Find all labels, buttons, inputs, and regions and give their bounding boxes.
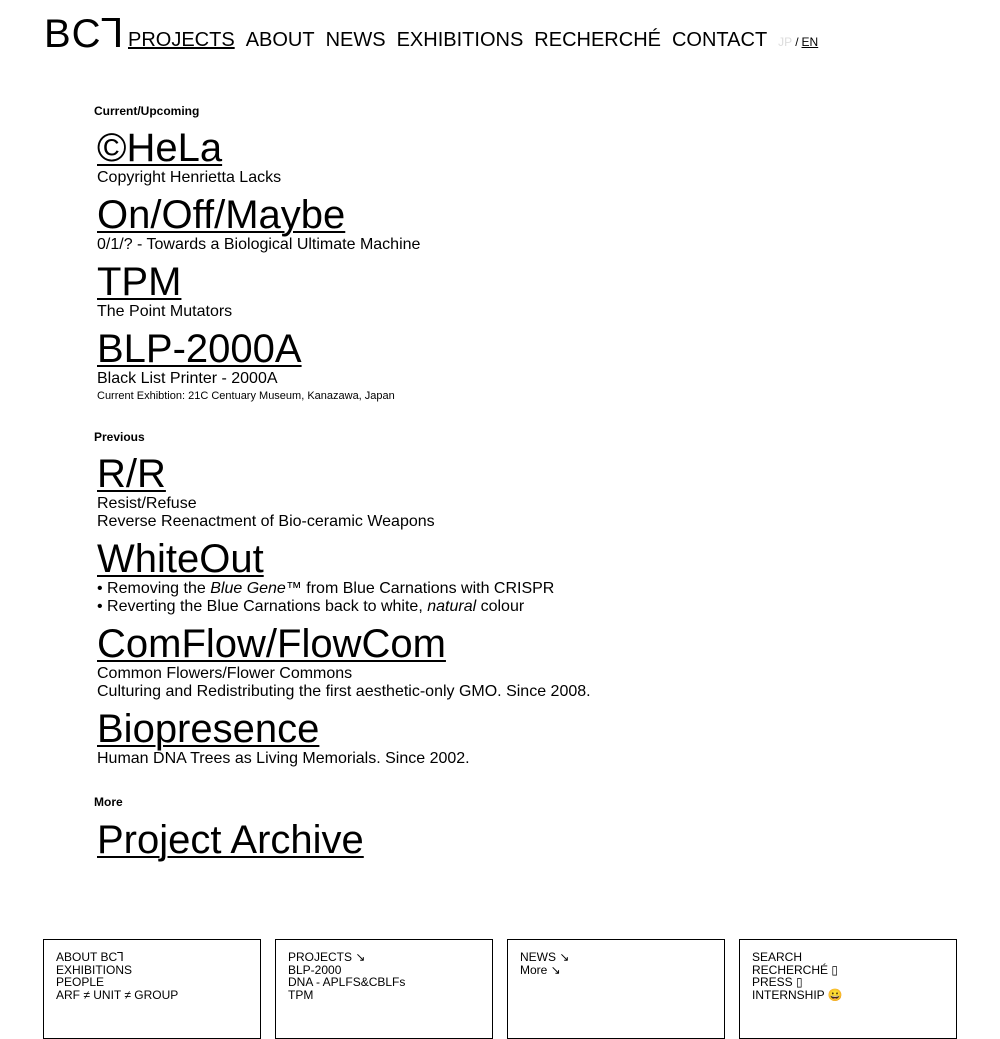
project-item-archive — [97, 819, 954, 861]
bullet-text: • Removing the — [97, 580, 211, 597]
main-nav — [128, 28, 818, 54]
footer-link-exhibitions[interactable]: EXHIBITIONS — [56, 962, 133, 977]
footer-link-tpm[interactable]: TPM — [288, 987, 314, 1002]
project-subtitle: Resist/Refuse — [97, 495, 197, 512]
footer-link-search[interactable]: SEARCH — [752, 950, 803, 964]
project-subtitle: Black List Printer - 2000A — [97, 370, 278, 387]
footer-link-about[interactable]: ABOUT BC⅂ — [56, 950, 124, 964]
footer-link-internship[interactable]: INTERNSHIP 😀 — [752, 987, 843, 1002]
footer-link-projects[interactable]: PROJECTS ↘ — [288, 950, 366, 964]
language-switcher — [778, 30, 818, 54]
project-description: Reverse Reenactment of Bio-ceramic Weapons — [97, 513, 435, 530]
nav-exhibitions[interactable]: EXHIBITIONS — [396, 29, 524, 51]
footer-column-news — [507, 939, 725, 1039]
footer-column-search — [739, 939, 957, 1039]
project-item-hela — [97, 127, 954, 187]
section-label-current: Current/Upcoming — [94, 104, 200, 118]
footer-column-about — [43, 939, 261, 1039]
project-title-comflow[interactable]: ComFlow/FlowCom — [97, 622, 446, 666]
project-archive-link[interactable]: Project Archive — [97, 818, 364, 862]
project-title-whiteout[interactable]: WhiteOut — [97, 537, 264, 581]
current-exhibition-note: Current Exhibtion: 21C Centuary Museum, Kanazawa, Japan — [97, 390, 395, 402]
project-subtitle: Common Flowers/Flower Commons — [97, 665, 353, 682]
bullet-emphasis: natural — [427, 598, 477, 615]
project-item-rr — [97, 453, 954, 531]
project-title-tpm[interactable]: TPM — [97, 260, 182, 304]
project-bullet — [97, 580, 954, 598]
project-title-onoffmaybe[interactable]: On/Off/Maybe — [97, 193, 346, 237]
project-subtitle: The Point Mutators — [97, 303, 233, 320]
footer-link-more[interactable]: More ↘ — [520, 962, 561, 977]
lang-en[interactable]: EN — [801, 35, 819, 49]
bullet-text: ™ from Blue Carnations with CRISPR — [285, 580, 555, 597]
footer-link-blp2000[interactable]: BLP-2000 — [288, 962, 342, 977]
project-title-blp2000a[interactable]: BLP-2000A — [97, 327, 302, 371]
project-item-tpm — [97, 261, 954, 321]
footer-column-projects — [275, 939, 493, 1039]
nav-about[interactable]: ABOUT — [245, 29, 315, 51]
project-title-biopresence[interactable]: Biopresence — [97, 707, 320, 751]
footer-link-news[interactable]: NEWS ↘ — [520, 950, 570, 964]
project-item-blp2000a — [97, 328, 954, 403]
nav-contact[interactable]: CONTACT — [671, 29, 768, 51]
project-title-hela[interactable]: ©HeLa — [97, 126, 223, 170]
footer-link-recherche[interactable]: RECHERCHÉ ▯ — [752, 962, 838, 977]
project-item-whiteout — [97, 538, 954, 616]
site-footer — [43, 939, 957, 1039]
nav-recherche[interactable]: RECHERCHÉ — [534, 29, 661, 51]
lang-jp[interactable]: JP — [778, 35, 793, 49]
lang-separator: / — [795, 35, 799, 49]
bullet-text: • Reverting the Blue Carnations back to white, — [97, 598, 428, 615]
project-item-comflow — [97, 623, 954, 701]
project-item-onoffmaybe — [97, 194, 954, 254]
section-label-more: More — [94, 795, 123, 809]
bullet-text: colour — [476, 598, 525, 615]
site-logo[interactable]: BC⅂ — [44, 12, 125, 56]
project-list — [94, 103, 954, 861]
footer-link-dna[interactable]: DNA - APLFS&CBLFs — [288, 975, 406, 990]
project-description: Culturing and Redistributing the first aesthetic-only GMO. Since 2008. — [97, 683, 591, 700]
section-label-previous: Previous — [94, 430, 145, 444]
footer-link-press[interactable]: PRESS ▯ — [752, 975, 803, 990]
project-subtitle: Copyright Henrietta Lacks — [97, 169, 282, 186]
project-subtitle: Human DNA Trees as Living Memorials. Since 2002. — [97, 750, 470, 767]
site-header — [0, 0, 1000, 80]
project-item-biopresence — [97, 708, 954, 768]
footer-link-people[interactable]: PEOPLE — [56, 975, 105, 990]
project-subtitle: 0/1/? - Towards a Biological Ultimate Machine — [97, 236, 421, 253]
footer-link-arf[interactable]: ARF ≠ UNIT ≠ GROUP — [56, 987, 179, 1002]
project-bullet — [97, 598, 954, 616]
bullet-emphasis: Blue Gene — [210, 580, 286, 597]
project-title-rr[interactable]: R/R — [97, 452, 166, 496]
nav-projects[interactable]: PROJECTS — [128, 29, 235, 51]
nav-news[interactable]: NEWS — [325, 29, 386, 51]
